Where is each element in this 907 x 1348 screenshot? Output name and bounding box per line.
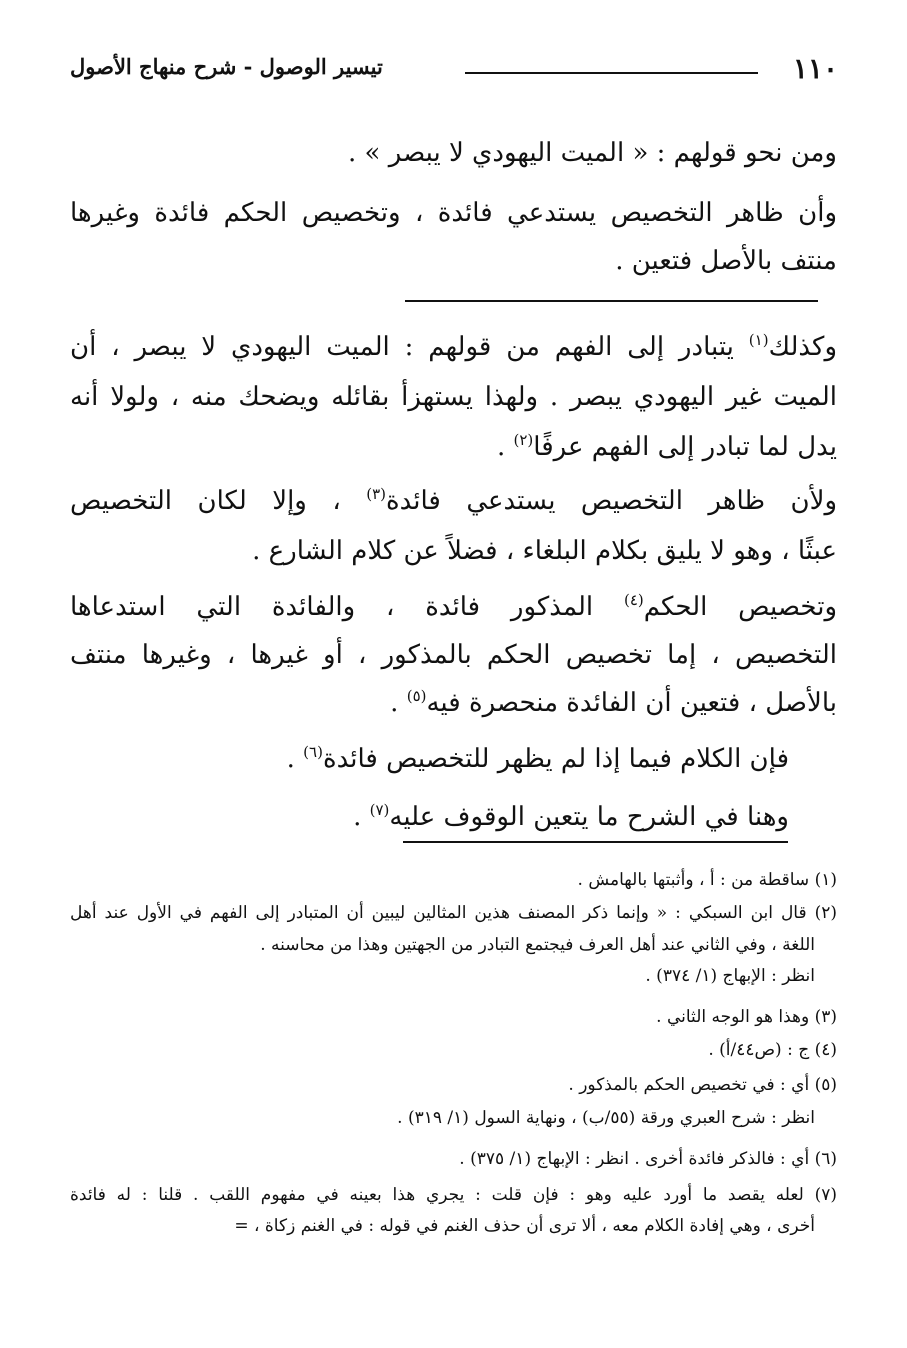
- sharh-p1-line-2: الميت غير اليهودي يبصر . ولهذا يستهزأ بقائله ويضحك منه ، ولولا أنه: [70, 382, 837, 412]
- text: .: [286, 744, 304, 774]
- footnote-3: (٣) وهذا هو الوجه الثاني .: [656, 1007, 837, 1027]
- sharh-p2-line-1: [70, 485, 838, 516]
- text: .: [496, 432, 514, 462]
- footnote-2-line-3: انظر : الإبهاج (١/ ٣٧٤) .: [645, 966, 815, 986]
- sharh-p1-line-3: [496, 431, 837, 462]
- running-title: تيسير الوصول - شرح منهاج الأصول: [70, 54, 383, 79]
- footnote-ref-4: (٤): [623, 591, 644, 609]
- footnote-1: (١) ساقطة من : أ ، وأثبتها بالهامش .: [577, 870, 837, 890]
- text: يتبادر إلى الفهم من قولهم : الميت اليهودي لا يبصر ، أن: [70, 332, 734, 362]
- page-number: ١١٠: [792, 52, 838, 85]
- text: وكذلك: [768, 332, 837, 362]
- text: فإن الكلام فيما إذا لم يظهر للتخصيص فائدة: [322, 744, 789, 774]
- text: وتخصيص الحكم: [643, 592, 837, 622]
- footnote-2-line-1: (٢) قال ابن السبكي : « وإنما ذكر المصنف هذين المثالين ليبين أن المتبادر إلى الفهم في الأول عند أهل: [70, 903, 837, 923]
- matn-line-2: وأن ظاهر التخصيص يستدعي فائدة ، وتخصيص الحكم فائدة وغيرها: [70, 198, 837, 228]
- sharh-p5-line-1: [353, 801, 789, 832]
- matn-separator: [405, 300, 818, 302]
- footnote-5-line-2: انظر : شرح العبري ورقة (٥٥/ب) ، ونهاية السول (١/ ٣١٩) .: [397, 1108, 815, 1128]
- footnote-5-line-1: (٥) أي : في تخصيص الحكم بالمذكور .: [568, 1075, 837, 1095]
- sharh-p2-line-2: عبثًا ، وهو لا يليق بكلام البلغاء ، فضلاً عن كلام الشارع .: [252, 536, 837, 566]
- footnote-ref-6: (٦): [303, 743, 323, 761]
- text: ولأن ظاهر التخصيص يستدعي فائدة: [386, 486, 838, 516]
- text: ، وإلا لكان التخصيص: [70, 486, 341, 516]
- footnote-ref-7: (٧): [369, 801, 390, 819]
- footnote-4: (٤) ج : (ص٤٤/أ) .: [708, 1040, 837, 1060]
- sharh-p3-line-3: [390, 687, 837, 718]
- text: .: [390, 688, 407, 718]
- header-rule: [465, 72, 758, 74]
- sharh-p4-line-1: [286, 743, 789, 774]
- text: بالأصل ، فتعين أن الفائدة منحصرة فيه: [426, 688, 837, 718]
- footnote-2-line-2: اللغة ، وفي الثاني عند أهل العرف فيجتمع التبادر من الجهتين وهذا من محاسنه .: [260, 935, 815, 955]
- footnote-7-line-2: أخرى ، وهي إفادة الكلام معه ، ألا ترى أن حذف الغنم في قوله : في الغنم زكاة ، =: [234, 1216, 815, 1236]
- page-header: [70, 52, 838, 92]
- text: المذكور فائدة ، والفائدة التي استدعاها: [70, 592, 594, 622]
- text: وهنا في الشرح ما يتعين الوقوف عليه: [389, 802, 789, 832]
- text: يدل لما تبادر إلى الفهم عرفًا: [533, 432, 837, 462]
- footnote-ref-3: (٣): [366, 485, 386, 503]
- footnote-ref-2: (٢): [513, 431, 534, 449]
- sharh-p1-line-1: [70, 331, 837, 362]
- text-underline: [403, 841, 788, 843]
- footnote-6: (٦) أي : فالذكر فائدة أخرى . انظر : الإبهاج (١/ ٣٧٥) .: [459, 1149, 837, 1169]
- sharh-p3-line-1: [70, 591, 837, 622]
- text: .: [353, 802, 370, 832]
- sharh-p3-line-2: التخصيص ، إما تخصيص الحكم بالمذكور ، أو غيرها ، وغيرها منتف: [70, 640, 837, 670]
- matn-line-3: منتف بالأصل فتعين .: [615, 246, 837, 276]
- footnote-ref-5: (٥): [406, 687, 427, 705]
- footnote-ref-1: (١): [748, 331, 769, 349]
- matn-line-1: ومن نحو قولهم : « الميت اليهودي لا يبصر » .: [348, 138, 837, 168]
- footnote-7-line-1: (٧) لعله يقصد ما أورد عليه وهو : فإن قلت : يجري هذا بعينه في مفهوم اللقب . قلنا : له فائدة: [70, 1185, 837, 1205]
